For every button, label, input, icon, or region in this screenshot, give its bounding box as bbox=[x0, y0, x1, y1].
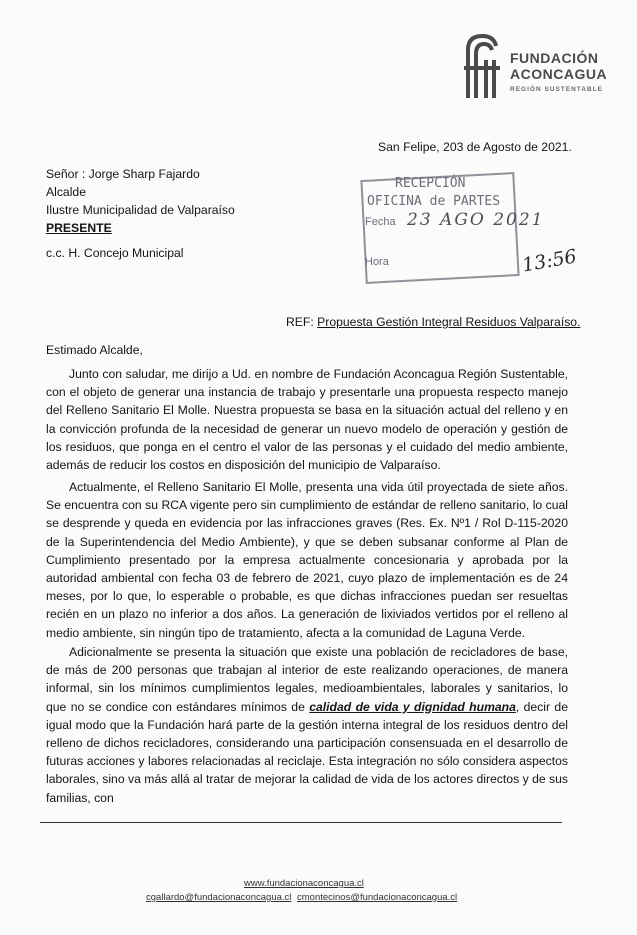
recipient-presente: PRESENTE bbox=[46, 221, 112, 235]
recipient-institution: Ilustre Municipalidad de Valparaíso bbox=[46, 203, 235, 217]
footer-website-link[interactable]: www.fundacionaconcagua.cl bbox=[244, 878, 364, 889]
footer-divider bbox=[40, 822, 562, 823]
stamp-hora-label: Hora bbox=[365, 256, 389, 268]
stamp-line1: RECEPCIÓN bbox=[395, 176, 466, 191]
recipient-name: Señor : Jorge Sharp Fajardo bbox=[46, 167, 200, 181]
paragraph-3-end: , decir de igual modo que la Fundación hará parte de la gestión interna integral de los residuos dentro del relleno de dichos recicladores, considerando una participación consensuada en el desarrollo de futuras acciones y labores relacionadas al reciclaje. Esta integración no sólo considera aspectos laborales, sino va más allá al tratar de mejorar la calidad de vida de los actores directos y de sus familias, con bbox=[46, 699, 568, 805]
recipient-block bbox=[46, 165, 235, 237]
cc-line: c.c. H. Concejo Municipal bbox=[46, 246, 184, 260]
reference-line bbox=[286, 313, 580, 332]
stamp-line2: OFICINA de PARTES bbox=[367, 194, 501, 209]
letter-date: San Felipe, 203 de Agosto de 2021. bbox=[378, 140, 572, 154]
paragraph-3-start: Adicionalmente se presenta la situación que existe una población de recicladores de base, de más de 200 personas que trabajan al interior de este realizando operaciones, de manera informal, sin los mínimos cumplimientos legales, medioambientales, laborales y sanitarios, lo que no se condice con estándares mínimos de bbox=[46, 645, 568, 714]
logo-name-line1: FUNDACIÓN bbox=[510, 50, 599, 66]
paragraph-1: Junto con saludar, me dirijo a Ud. en nombre de Fundación Aconcagua Región Sustentable, con el objeto de generar una instancia de trabajo y presentarle una propuesta respecto manejo del Relleno Sanitario El Molle. Nuestra propuesta se basa en la situación actual del relleno y en la convicción profunda de la necesidad de generar un nuevo modelo de operación y gestión de los residuos, que ponga en el centro el valor de las personas y el cuidado del medio ambiente, además de reducir los costos en disposición del municipio de Valparaíso. bbox=[46, 367, 568, 473]
handwritten-time: 13:56 bbox=[520, 245, 579, 277]
footer-email-1[interactable]: cgallardo@fundacionaconcagua.cl bbox=[146, 892, 292, 903]
ref-subject: Propuesta Gestión Integral Residuos Valparaíso. bbox=[317, 315, 581, 329]
foundation-logo bbox=[462, 30, 612, 100]
paragraph-3 bbox=[46, 643, 568, 807]
foundation-logo-icon bbox=[462, 30, 504, 100]
reception-stamp bbox=[355, 172, 545, 284]
footer-email-2[interactable]: cmontecinos@fundacionaconcagua.cl bbox=[297, 892, 458, 903]
paragraph-2: Actualmente, el Relleno Sanitario El Molle, presenta una vida útil proyectada de siete años. Se encuentra con su RCA vigente pero sin cumplimiento de estándar de relleno sanitario, lo cual se desprende y queda en evidencia por las infracciones graves (Res. Ex. Nº1 / Rol D-115-2020 de la Superintendencia del Medio Ambiente), y que se deben subsanar conforme al Plan de Cumplimiento presentado por la empresa actualmente concesionaria y aprobada por la autoridad ambiental con fecha 03 de febrero de 2021, cuyo plazo de implementación es de 24 meses, por lo que, lo esperable o probable, es que dichas infracciones puedan ser resueltas recién en un plazo no inferior a dos años. La generación de lixiviados vertidos por el relleno al medio ambiente, sin ningún tipo de tratamiento, afecta a la comunidad de Laguna Verde. bbox=[46, 480, 568, 640]
paragraph-3-emphasis: calidad de vida y dignidad humana bbox=[309, 699, 516, 714]
logo-name-line2: ACONCAGUA bbox=[510, 66, 608, 82]
salutation: Estimado Alcalde, bbox=[46, 343, 143, 357]
ref-label: REF: bbox=[286, 315, 314, 329]
recipient-title: Alcalde bbox=[46, 185, 86, 199]
stamp-date: 23 AGO 2021 bbox=[407, 210, 545, 230]
stamp-fecha-label: Fecha bbox=[365, 216, 396, 228]
logo-tagline: REGIÓN SUSTENTABLE bbox=[510, 86, 603, 93]
